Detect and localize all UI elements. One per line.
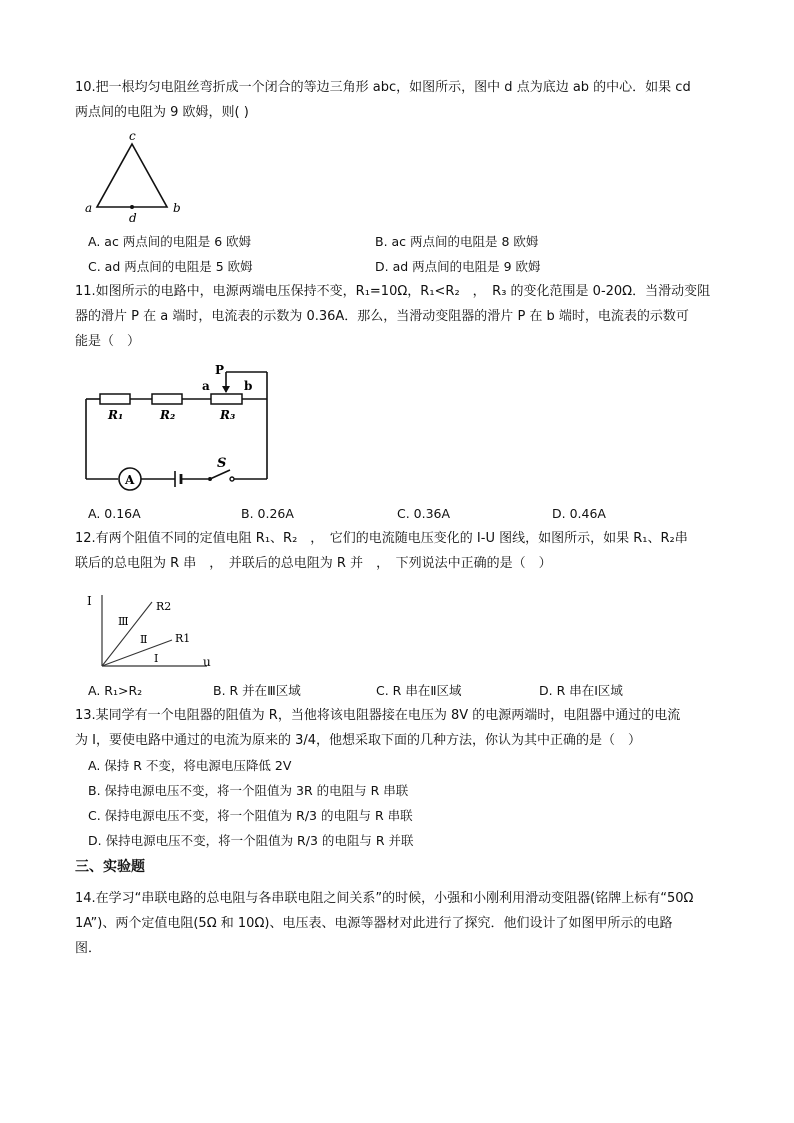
- q11-label-r1: R₁: [108, 408, 124, 422]
- q11-label-a: a: [202, 379, 210, 393]
- q12-stem-line1: 12.有两个阻值不同的定值电阻 R₁、R₂ ， 它们的电流随电压变化的 I-U 图线，如图所示，如果 R₁、R₂串: [75, 531, 688, 546]
- q13-option-a: A. 保持 R 不变，将电源电压降低 2V: [88, 758, 292, 773]
- q12-option-b: B. R 并在Ⅲ区域: [213, 683, 301, 698]
- q12-option-d: D. R 串在Ⅰ区域: [539, 683, 623, 698]
- q12-line-r2-label: R2: [156, 600, 172, 613]
- q12-xaxis-label: u: [203, 655, 211, 669]
- q12-option-c: C. R 串在Ⅱ区域: [376, 683, 462, 698]
- q10-label-c: c: [129, 129, 136, 143]
- q12-yaxis-label: I: [87, 594, 92, 608]
- q13-option-d: D. 保持电源电压不变，将一个阻值为 R/3 的电阻与 R 并联: [88, 833, 414, 848]
- q10-label-a: a: [85, 201, 93, 215]
- q14-stem-line1: 14.在学习“串联电路的总电阻与各串联电阻之间关系”的时候，小强和小刚利用滑动变阻器(铭牌上标有“50Ω: [75, 891, 694, 906]
- section-heading: 三、实验题: [75, 859, 145, 875]
- q12-option-a: A. R₁>R₂: [88, 683, 143, 698]
- q13-option-c: C. 保持电源电压不变，将一个阻值为 R/3 的电阻与 R 串联: [88, 808, 413, 823]
- q11-option-d: D. 0.46A: [552, 506, 606, 521]
- q11-option-c: C. 0.36A: [397, 506, 451, 521]
- q11-label-s: S: [217, 456, 227, 471]
- q12-region-3: Ⅲ: [118, 615, 129, 628]
- q10-stem-line2: 两点间的电阻为 9 欧姆，则( ): [75, 105, 249, 120]
- q10-option-c: C. ad 两点间的电阻是 5 欧姆: [88, 259, 253, 274]
- q12-iu-graph: [82, 590, 217, 672]
- q10-option-b: B. ac 两点间的电阻是 8 欧姆: [375, 234, 539, 249]
- q11-stem-line3: 能是（ ）: [75, 334, 141, 349]
- q10-option-a: A. ac 两点间的电阻是 6 欧姆: [88, 234, 252, 249]
- q11-stem-line2: 器的滑片 P 在 a 端时，电流表的示数为 0.36A．那么，当滑动变阻器的滑片 P 在 b 端时，电流表的示数可: [75, 309, 689, 324]
- q11-label-r3: R₃: [220, 408, 236, 422]
- q12-line-r1-label: R1: [175, 632, 191, 645]
- q10-stem-line1: 10.把一根均匀电阻丝弯折成一个闭合的等边三角形 abc，如图所示，图中 d 点为底边 ab 的中心．如果 cd: [75, 80, 691, 95]
- q11-label-r2: R₂: [160, 408, 176, 422]
- q12-region-2: Ⅱ: [140, 633, 148, 646]
- q12-stem-line2: 联后的总电阻为 R 串 ， 并联后的总电阻为 R 并 ， 下列说法中正确的是（ ）: [75, 556, 552, 571]
- q13-option-b: B. 保持电源电压不变，将一个阻值为 3R 的电阻与 R 串联: [88, 783, 409, 798]
- q10-triangle-figure: [80, 130, 190, 230]
- q11-stem-line1: 11.如图所示的电路中，电源两端电压保持不变，R₁=10Ω，R₁<R₂ ， R₃ 的变化范围是 0-20Ω．当滑动变阻: [75, 284, 711, 299]
- q14-stem-line3: 图．: [75, 941, 102, 956]
- q14-stem-line2: 1A”)、两个定值电阻(5Ω 和 10Ω)、电压表、电源等器材对此进行了探究．他们设计了如图甲所示的电路: [75, 916, 673, 931]
- q11-option-a: A. 0.16A: [88, 506, 141, 521]
- q13-stem-line1: 13.某同学有一个电阻器的阻值为 R，当他将该电阻器接在电压为 8V 的电源两端时，电阻器中通过的电流: [75, 708, 681, 723]
- q11-circuit-figure: [80, 362, 280, 494]
- q12-region-1: I: [154, 652, 159, 665]
- q11-option-b: B. 0.26A: [241, 506, 294, 521]
- q10-option-d: D. ad 两点间的电阻是 9 欧姆: [375, 259, 541, 274]
- q10-label-d: d: [129, 211, 137, 225]
- q11-meter-label: A: [125, 473, 135, 487]
- q11-label-p: P: [215, 363, 225, 377]
- q11-label-b: b: [244, 379, 253, 393]
- q10-label-b: b: [173, 201, 181, 215]
- q13-stem-line2: 为 I，要使电路中通过的电流为原来的 3/4，他想采取下面的几种方法，你认为其中正确的是（ ）: [75, 733, 642, 748]
